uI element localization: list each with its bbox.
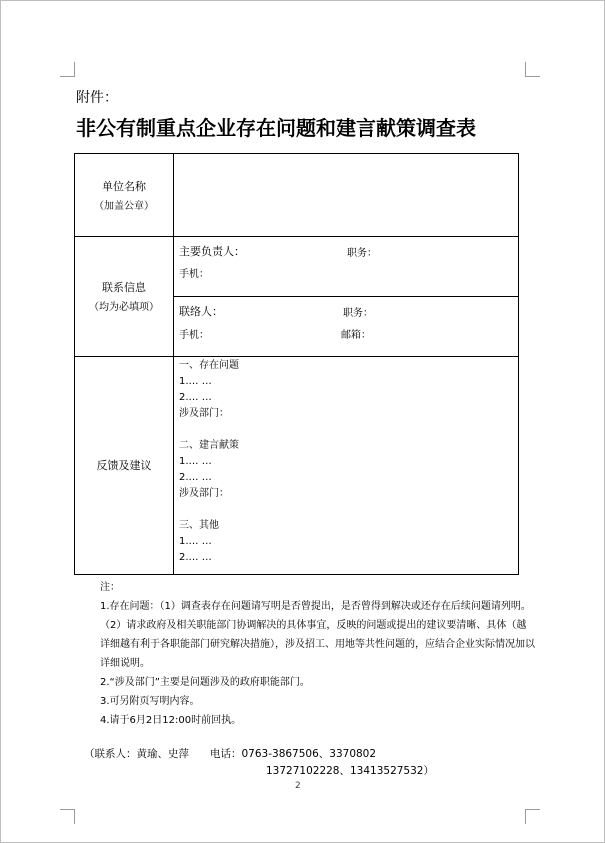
- liaison-name-field[interactable]: [235, 304, 335, 320]
- feedback-label: 反馈及建议: [96, 459, 152, 472]
- feedback-line: 1.… …: [179, 456, 212, 467]
- leader-phone-label: 手机：: [179, 269, 209, 280]
- contact-line-2: 13727102228、13413527532）: [266, 765, 434, 777]
- unit-name-label: 单位名称 （加盖公章）: [94, 180, 154, 212]
- leader-name-label: 主要负责人：: [179, 245, 245, 258]
- leader-title-label: 职务：: [347, 248, 377, 259]
- contact-line-1: （联系人：黄瑜、史萍 电话：0763-3867506、3370802: [84, 748, 377, 760]
- feedback-line: 涉及部门：: [179, 488, 229, 499]
- note-item: 3.可另附页写明内容。: [100, 696, 200, 707]
- unit-name-field[interactable]: [175, 156, 515, 234]
- leader-title-field[interactable]: [380, 244, 510, 260]
- feedback-line: 2.… …: [179, 392, 212, 403]
- feedback-line: 2.… …: [179, 552, 212, 563]
- note-item: 1.存在问题：（1）调查表存在问题请写明是否曾提出，是否曾得到解决或还存在后续问题请列明。（2）请求政府及相关职能部门协调解决的具体事宜，反映的问题或提出的建议要清晰、具体（越详细越有利于各职能部门研究解决措施），涉及招工、用地等共性问题的，应结合企业实际情况加以详细说明。: [100, 601, 535, 669]
- contact-info: [84, 746, 434, 780]
- row-divider: [75, 356, 518, 357]
- note-item: 4.请于6月2日12:00时前回执。: [100, 715, 242, 726]
- liaison-phone-field[interactable]: [210, 326, 335, 342]
- feedback-line: 1.… …: [179, 536, 212, 547]
- feedback-content[interactable]: [179, 358, 514, 572]
- leader-phone-field[interactable]: [210, 266, 510, 282]
- crop-mark-bottom-left: [60, 809, 75, 824]
- liaison-title-label: 职务：: [343, 308, 373, 319]
- note-item: 2.“涉及部门”主要是问题涉及的政府职能部门。: [100, 677, 310, 688]
- crop-mark-top-left: [60, 62, 75, 77]
- crop-mark-bottom-right: [525, 809, 540, 824]
- feedback-line: 2.… …: [179, 472, 212, 483]
- document-title: 非公有制重点企业存在问题和建言献策调查表: [76, 116, 476, 140]
- page-number: 2: [295, 781, 301, 791]
- leader-name-field[interactable]: [255, 244, 345, 260]
- notes-section: [76, 578, 536, 730]
- feedback-line: 1.… …: [179, 376, 212, 387]
- row-divider: [75, 236, 518, 237]
- notes-heading: 注：: [100, 582, 120, 593]
- liaison-email-label: 邮箱：: [341, 330, 371, 341]
- liaison-phone-label: 手机：: [179, 330, 209, 341]
- attachment-label: 附件：: [76, 90, 118, 106]
- liaison-title-field[interactable]: [375, 304, 510, 320]
- column-divider: [173, 154, 174, 574]
- contact-info-label: 联系信息 （均为必填项）: [89, 281, 159, 313]
- feedback-line: 一、存在问题: [179, 360, 239, 371]
- crop-mark-top-right: [525, 62, 540, 77]
- feedback-line: 涉及部门：: [179, 408, 229, 419]
- feedback-line: 二、建言献策: [179, 440, 239, 451]
- feedback-line: 三、其他: [179, 520, 219, 531]
- liaison-email-field[interactable]: [375, 326, 510, 342]
- contact-subrow-divider: [173, 296, 518, 297]
- survey-table: [74, 153, 519, 575]
- liaison-name-label: 联络人：: [179, 305, 223, 318]
